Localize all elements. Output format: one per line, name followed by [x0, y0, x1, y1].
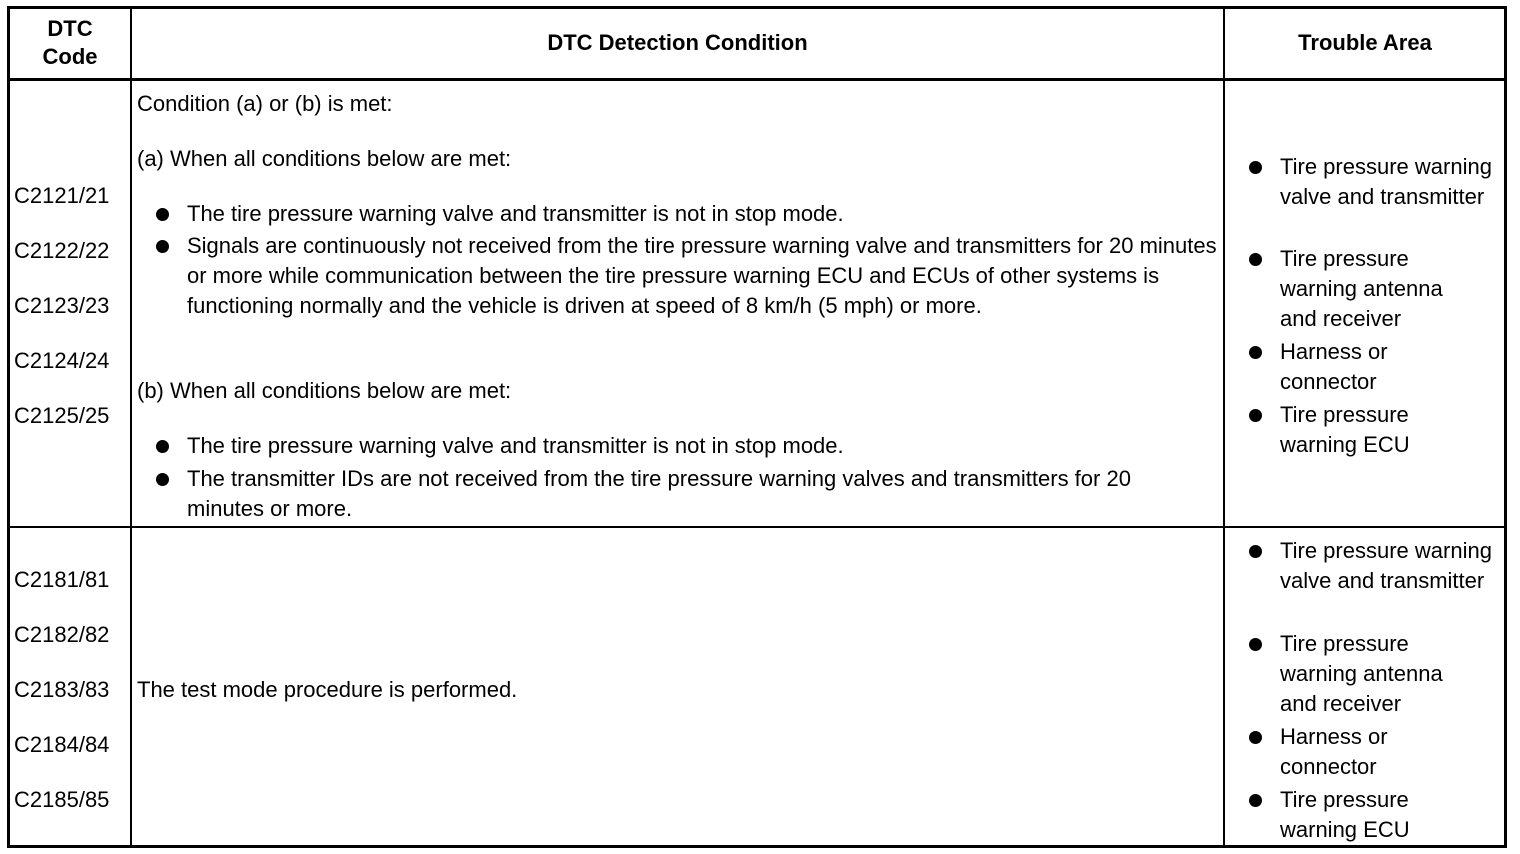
dtc-code: C2185/85: [14, 787, 110, 812]
header-dtc-code-line2: Code: [42, 44, 98, 69]
dtc-table: [7, 6, 1507, 848]
dtc-code: C2125/25: [14, 403, 110, 428]
header-dtc-code-line1: DTC: [47, 16, 93, 41]
dtc-code: C2182/82: [14, 622, 110, 647]
condition-intro: Condition (a) or (b) is met:: [137, 91, 393, 116]
bullet-icon: [1249, 409, 1262, 422]
condition-a-bullet: Signals are continuously not received from the tire pressure warning valve and transmitters for 20 minutes or more while communication between the tire pressure warning ECU and ECUs of other systems is functioning normally and the vehicle is driven at speed of 8 km/h (5 mph) or more.: [187, 233, 1217, 318]
bullet-icon: [1249, 731, 1262, 744]
trouble-area-item: Tire pressure warning valve and transmitter: [1280, 154, 1492, 209]
dtc-code: C2121/21: [14, 183, 110, 208]
condition-b-bullet: The tire pressure warning valve and transmitter is not in stop mode.: [187, 433, 844, 458]
condition-b-heading: (b) When all conditions below are met:: [137, 378, 512, 403]
header-trouble-area: Trouble Area: [1298, 30, 1432, 55]
bullet-icon: [1249, 346, 1262, 359]
column-divider-1: [130, 9, 132, 845]
dtc-code: C2124/24: [14, 348, 110, 373]
dtc-code: C2123/23: [14, 293, 110, 318]
dtc-code: C2122/22: [14, 238, 110, 263]
trouble-area-item: Tire pressure warning ECU: [1280, 402, 1410, 457]
condition-a-heading: (a) When all conditions below are met:: [137, 146, 512, 171]
trouble-area-item: Tire pressure warning valve and transmitter: [1280, 538, 1492, 593]
bullet-icon: [1249, 794, 1262, 807]
bullet-icon: [156, 473, 169, 486]
bullet-icon: [156, 208, 169, 221]
dtc-code: C2183/83: [14, 677, 110, 702]
bullet-icon: [156, 240, 169, 253]
bullet-icon: [1249, 253, 1262, 266]
condition-text: The test mode procedure is performed.: [137, 677, 518, 702]
dtc-code: C2184/84: [14, 732, 110, 757]
row-divider: [10, 526, 1504, 528]
condition-a-bullet: The tire pressure warning valve and transmitter is not in stop mode.: [187, 201, 844, 226]
trouble-area-item: Harness or connector: [1280, 339, 1388, 394]
condition-b-bullet: The transmitter IDs are not received from the tire pressure warning valves and transmitters for 20 minutes or more.: [187, 466, 1131, 521]
bullet-icon: [1249, 161, 1262, 174]
header-detection-condition: DTC Detection Condition: [547, 30, 808, 55]
bullet-icon: [156, 440, 169, 453]
column-divider-2: [1223, 9, 1225, 845]
header-dtc-code: [10, 15, 130, 71]
header-divider: [10, 78, 1504, 81]
bullet-icon: [1249, 638, 1262, 651]
trouble-area-item: Tire pressure warning antenna and receiver: [1280, 246, 1443, 331]
trouble-area-item: Harness or connector: [1280, 724, 1388, 779]
dtc-code: C2181/81: [14, 567, 110, 592]
bullet-icon: [1249, 545, 1262, 558]
trouble-area-item: Tire pressure warning antenna and receiver: [1280, 631, 1443, 716]
trouble-area-item: Tire pressure warning ECU: [1280, 787, 1410, 842]
